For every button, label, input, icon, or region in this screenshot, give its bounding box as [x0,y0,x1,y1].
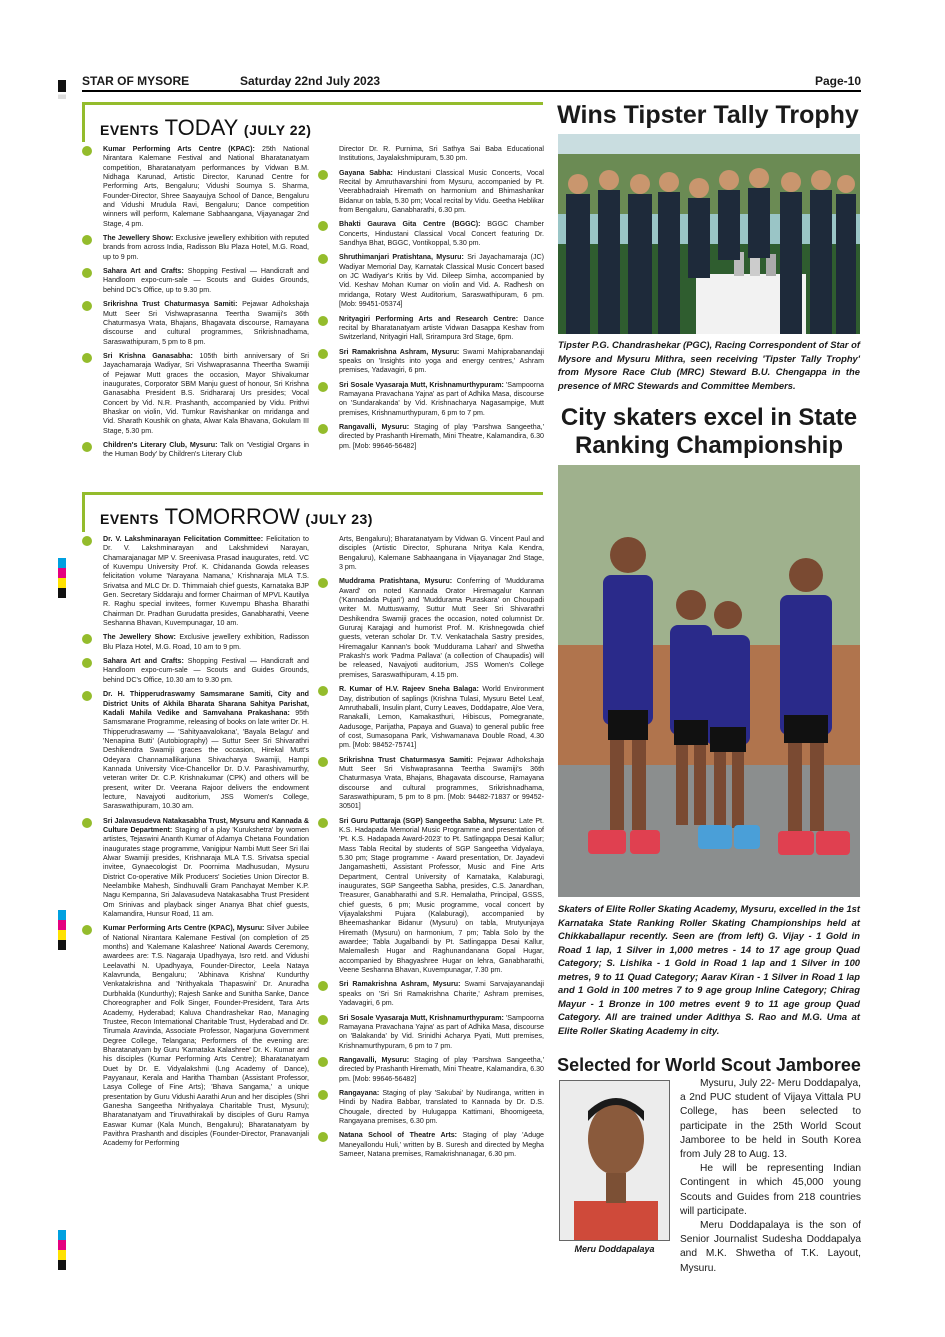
event-details: Staging of play 'Aduge Maneyallondu Huli,' written by B. Suresh and directed by Megha Sameer, Natana premises, Ramakrishnanagar, 6.30 pm. [339,1131,544,1158]
event-item [339,577,544,680]
event-item [339,980,544,1008]
event-details: Sri Jayachamaraja (JC) Wadiyar Memorial Day, Karnatak Classical Music Concert based on JC Wadiyar's Kritis by Vid. Dileep Simha, accompanied by Vid. Keshav Mohan Kumar on violin and Vid. A. Radhesh on mridanga, Rotary West Auditorium, Saraswathipuram, 6 pm. [Mob: 99451-05374] [339,253,544,309]
event-item [103,924,309,1148]
skaters-caption: Skaters of Elite Roller Skating Academy, Mysuru, excelled in the 1st Karnataka State Ranking Roller Skating Championships held at Chikkaballapur recently. Seen are (from left) G. Vijay - 1 Gold in Road 1 lap, 1 Silver in 1,000 metres - 14 to 17 age group Quad Category; S. Lishika - 1 Gold in Road 1 lap and 1 Silver in 100 metres, 9 to 11 Quad Category; Aarav Kiran - 1 Silver in Road 1 lap and 1 Gold in 100 metres 7 to 9 age group Inline Category; Chirag Mayur - 1 Bronze in 100 metres event 9 to 11 age group Quad Category. All are trained under Adithya S. Rao and M.G. Uma at Elite Roller Skating Academy in city. [558,903,860,1036]
event-organizer: The Jewellery Show: [103,234,174,243]
event-details: Hindustani Classical Music Concerts, Vocal Recital by Amruthavarshini from Mysuru, accompanied by Pt. Veerabhadraiah Hiremath on harmonium and Bhimashankar Bidanur on tabla, 5.30 pm; Vocal recital by Vidu. Geetha Heblikar from Bengaluru, Ganabharathi, 6.30 pm. [339,168,544,215]
event-item [103,690,309,811]
trophy-ceremony-illustration [558,134,860,334]
events-today-right-column [339,145,544,456]
skaters-headline: City skaters excel in State Ranking Championship [560,404,858,459]
event-details: 'Sampoorna Ramayana Pravachana Yajna' as part of Adhika Masa, discourse on 'Sundarakanda' by Vid. Krishnacharya Nagasampige, Mutt premises, Krishnamurthypuram, 6 pm to 7 pm. [339,380,544,417]
cmyk-bar-1 [58,558,66,598]
event-item [103,657,309,685]
issue-date: Saturday 22nd July 2023 [240,74,381,88]
event-organizer: Dr. H. Thipperudraswamy Samsmarane Samiti, City and District Units of Akhila Bharata Sharana Sahitya Parishat, Kadali Mahila Vedike and Samvahana Prakashana: [103,690,309,717]
event-item [339,685,544,750]
event-item [339,145,544,164]
event-item [103,535,309,628]
event-organizer: Sri Krishna Ganasabha: [103,351,193,360]
event-details: World Environment Day, distribution of saplings (Krishna Tulasi, Mysuru Betel Leaf, Amruthaballi, Insulin plant, Curry Leaves, Doddapatre, Aloe Vera, Ranakalli, Lemon, Kamakasthuri, Hibiscus, Pomegranate, Aadusoge, Parijatha, Papaya and Guava) to general public free of cost, Sumasopana Park, Vishwamanava Double Road, 4.30 pm. [Mob: 98452-75741] [339,685,544,750]
event-item [103,145,309,229]
event-item [339,381,544,418]
event-organizer: Rangavalli, Mysuru: [339,422,410,431]
event-organizer: Shruthimanjari Pratishtana, Mysuru: [339,253,464,262]
event-details: Dance recital by Bharatanatyam artiste Vidwan Dasappa Keshav from Switzerland, Nrityagiri Hall, Srirampura 3rd Stage, 6pm. [339,314,544,342]
event-details: 95th Samsmarane Programme, releasing of books on late writer Dr. H. Thipperudraswamy — 'Sahityaavalokana', 'Bayala Belagu' and 'Nenapina Butti' (Autobiography) — Suttur Seer Sri Shivarathri Deshikendra Swamiji graces the occasion, Hirekal Mutt's Odeyara Channamallikarjuna Shivacharya Swamiji, Hampi Kannada University Vice-Chancellor Dr. D.V. Parashivamurthy, veteran writer Dr. C.P. Krishnakumar (CPK) and others will be present, writer Dr. Veerana Rajoor delivers the endowment lecture, Navajyoti auditorium, JSS Women's College, Saraswathipuram, 10.30 am. [103,708,309,811]
event-organizer: Rangayana: [339,1088,380,1097]
event-item [339,348,544,376]
registration-marks [58,80,66,128]
event-organizer: Sahara Art and Crafts: [103,657,184,666]
event-details: Director Dr. R. Purnima, Sri Sathya Sai Baba Educational Institutions, Jayalakshmipuram, 5.30 pm. [339,145,544,163]
event-organizer: Sri Sosale Vyasaraja Mutt, Krishnamurthypuram: [339,380,504,389]
event-organizer: Sri Jalavasudeva Natakasabha Trust, Mysuru and Kannada & Culture Department: [103,816,309,834]
skaters-photo [558,465,860,897]
page-number: Page-10 [814,74,861,88]
event-details: Pejawar Adhokshaja Mutt Seer Sri Vishwaprasanna Teertha Swamiji's 36th Chaturmasya Vrata, Bhajans, Bhagavata discourse, Ramayana discourse and cultural programmes, Srikrishnadhama, Saraswathipuram, 5 pm to 8 pm. [Mob: 94482-71837 or 99452-30501] [339,755,544,811]
event-details: Felicitation to Dr. V. Lakshminarayan and Lakshmidevi Narayan, Chamarajanagar MP V. Sreenivasa Prasad inaugurates, retd. VC of Kuvempu University Prof. K. Chidananda Gowda releases felicitation volume 'Narayana Namana,' Krishnaraja MLA T.S. Srivatsa and MLC Dr. D. Thimmaiah chief guests, Karnataka BJP Gen. Secretary Siddaraju and former Chairman of MPVL Kautilya R. Raghu special invitees, former Kuvempu Bhasha Bharathi Chairman Dr. Pradhan Gurudatta presides, Ganabharathi, Veene Seshanna Bhavan, Kuvempunagar, 10 am. [103,535,309,628]
event-item [339,756,544,812]
event-details: 105th birth anniversary of Sri Jayachamaraja Wadiyar, Sri Vishwaprasanna Theertha Swamiji of Pejawar Mutt graces the occasion, Mayor Shivakumar inaugurates, Corporator SBM Manju guest of honour, Sri Krishna Ganasabha President B.S. Sridhararaj Urs presides; Vocal Concert by Vid. N.R. Prashanth, accompanied by Vidu. Prithvi Bhaskar on violin, Vid. Tumkur Ravishankar on mridanga and Vid. Sharath Koushik on ghata, Alwar Kala Bhavana, Gokulam III Stage, 5.30 pm. [103,351,309,435]
event-item [339,423,544,451]
event-details: Shopping Festival — Handicraft and Handloom expo-cum-sale — Scouts and Guides Grounds, behind DC's Office, 10.30 am to 9.30 pm. [103,657,309,684]
event-item [339,1056,544,1084]
events-today-left-column [103,145,309,465]
event-organizer: Sri Sosale Vyasaraja Mutt, Krishnamurthypuram: [339,1013,504,1022]
events-tomorrow-left-column [103,535,309,1154]
event-details: Staging of play 'Sakubai' by Nudiranga, written in Hindi by Nadira Babbar, translated to Kannada by Dr. D.S. Chougale, directed by Hulugappa Kattimani, Bhoomigeeta, Rangayana premises, 6.30 pm. [339,1088,544,1125]
scout-headline: Selected for World Scout Jamboree [557,1055,861,1075]
event-item [103,300,309,347]
newspaper-name: STAR OF MYSORE [82,74,190,88]
event-organizer: Gayana Sabha: [339,168,393,177]
event-organizer: Bhakti Gaurava Gita Centre (BGGC): [339,220,481,229]
tipster-caption: Tipster P.G. Chandrashekar (PGC), Racing Correspondent of Star of Mysore and Mysuru Mithra, seen receiving 'Tipster Tally Trophy' from Mysore Race Club (MRC) Steward B.U. Chengappa in the presence of MRC Stewards and Committee Members. [558,339,860,391]
events-tomorrow-right-column [339,535,544,1164]
event-item [103,817,309,920]
event-organizer: Kumar Performing Arts Centre (KPAC): [103,145,255,153]
event-details: 25th National Nirantara Kalemane Festival and National Bharatanatyam competition, Bharatanatyam performances by Vidwan B.M. Nidhaga Karunad, Artistic Director, Karunad Centre for Performing Arts, Bengaluru; Vidushi Soumya S. Sharma, Founder-Director, Shree Saayaujya School of Dance, Bengaluru and Vidushi Mrudula Ravi, Bengaluru; Dance competition winners will perform, Kalemane Sabhaangana, Vijayanagar 2nd Stage, 4 pm. [103,145,309,228]
event-details: Late Pt. K.S. Hadapada Memorial Music Programme and presentation of 'Pt. K.S. Hadapada Award-2023' to Pt. Satlingappa Desai Kallur; Mass Tabla Recital by students of SGP Sangeetha Vidyalaya, 5.30 pm; Stage programme - Award presentation, Dr. Jayadevi Jangamashetti, Assistant Professor, Music and Fine Arts Department, Central University of Karnataka, Kalaburagi, inaugurates, SGP Sangeetha Sabha, presides, C.S. Janardhan, Treasurer, Ganabharathi and S.R. Hemalatha, Principal, GSSS, chief guests, 6 pm; Music programme, vocal concert by Vijayalakshmi Pujara (Kalaburagi), accompanied by Bheemashankar Bidanur (Mysuru) on tabla, Mrutyunjaya Hiremath (Mysuru) on harmonium, 7 pm; Tabla Solo by the awardee; Tabla Jugalbandi by Pt. Satlingappa Desai Kallur, Malemallesh Hugar and Raghunandanana Gopal Hugar, accompanied by Bhagyashree Hugar on lehra, Ganabharathi, Veene Seshanna Bhavan, Kuvempunagar, 7.30 pm. [339,816,544,975]
event-organizer: Sri Ramakrishna Ashram, Mysuru: [339,980,461,989]
event-item [339,220,544,248]
scout-photo-caption: Meru Doddapalaya [574,1244,655,1254]
event-organizer: Children's Literary Club, Mysuru: [103,440,218,449]
event-details: Arts, Bengaluru); Bharatanatyam by Vidwan G. Vincent Paul and disciples (Artistic Director, Sphurana Nritya Kala Kendra, Bengaluru), Kalemane Sabhaangana in Vijayanagar 2nd Stage, 3 pm. [339,535,544,572]
event-organizer: Srikrishna Trust Chaturmasya Samiti: [339,755,473,764]
events-tomorrow-title [100,504,373,530]
event-organizer: R. Kumar of H.V. Rajeev Sneha Balaga: [339,685,479,694]
event-details: Staging of play 'Parshwa Sangeetha,' directed by Prashanth Hiremath, Mini Theatre, Kalamandira, 6.30 pm. [Mob: 99646-56482] [339,422,544,450]
today-date-label: (JULY 22) [243,122,312,138]
cmyk-bar-3 [58,1230,66,1270]
event-item [339,535,544,572]
event-details: Silver Jubilee of National Nirantara Kalemane Festival (on completion of 25 months) and 'Kalemane Kalashree' National Awards Ceremony, awardees are: T.S. Nagaraja Upadhyaya, Isro retd. and Vidushi Leelavathi N. Upadhyaya, Founder-Director, Leela Nataya Kalavrunda, Bengaluru; 'Abhinava Krishna' Kundurthy Venkatakrishna and 'Nrithyakala Thapaswini' Dr. Anuradha Durbhakla (Kundurthy); Rajesh Sanke and Sunitha Sanke, Dance Choreographer and Folk Singer, Founder-President, Tara Arts Academy, Hyderabad; Kaluva Chandrashekar Rao, Managing Trustee, Recon International Charitable Trust, Hyderabad and Dr. Tirumala Aravinda, Associate Professor, Nagarjuna Government Degree College, Telangana; Performers of the evening are: Bharatanatyam by Guru 'Kamataka Kalashree' Dr. K. Kumar and his disciples (Kumar Performing Arts Centre); Bharatanatyam Duet by Dr. E. Vidyalakshmi (Lng Academy of Dance), Payyanaur, Kerala and Haritha Thamban (Assistant Professor, Lasya College of Fine Arts); 'Bhava Sangama,' a unique presentation by Guru Vidushi Aarathi Arun and her disciples (Shri Ganesha Sangeetha Nrithyalaya Charitable Trust, Mysuru); Bharatanatyam and Tiruvathirakali by disciples of Guru Ramya Easwar Kumar (Kala Munch, Bengaluru); Bharatanatyam by Pavithra Prashanth and disciples (Founder-Director, Pranavanjali Academy for Performing [103,924,309,1148]
cmyk-bar-2 [58,910,66,950]
event-details: Talk on 'Vestigial Organs in the Human Body' by Children's Literary Club [103,440,309,459]
event-details: Staging of play 'Parshwa Sangeetha,' directed by Prashanth Hiremath, Mini Theatre, Kalamandira, 6.30 pm. [Mob: 99646-56482] [339,1055,544,1083]
skaters-illustration [558,465,860,897]
events-label: EVENTS [100,122,160,138]
portrait-illustration [560,1081,670,1241]
article-paragraph: He will be representing Indian Contingent in which 45,000 young Scouts and Guides from 218 countries will participate. [680,1163,861,1217]
event-details: Exclusive jewellery exhibition, Radisson Blu Plaza Hotel, M.G. Road, 10 am to 9 pm. [103,633,309,651]
event-item [103,441,309,460]
event-organizer: Dr. V. Lakshminarayan Felicitation Committee: [103,535,264,543]
event-item [339,169,544,216]
article-paragraph: Meru Doddapalaya is the son of Senior Journalist Sudesha Doddapalya and M.K. Shwetha of T.K. Layout, Mysuru. [680,1220,861,1274]
event-details: Pejawar Adhokshaja Mutt Seer Sri Vishwaprasanna Teertha Swamiji's 36th Chaturmasya Vrata, Bhajans, Bhagavata discourse, Ramayana discourse and cultural programmes, Srikrishnadhama, Saraswathipuram, 5 pm to 8 pm. [103,300,309,346]
today-label: TODAY [164,115,239,140]
event-item [103,352,309,436]
event-item [103,234,309,262]
event-organizer: The Jewellery Show: [103,633,176,642]
event-item [339,315,544,343]
event-organizer: Muddrama Pratishtana, Mysuru: [339,577,453,586]
event-details: Swami Sarvajayanandaji speaks on 'Sri Sri Ramakrishna Charite,' Ashram premises, Yadavagiri, 6 pm. [339,980,544,1008]
event-details: BGGC Chamber Concerts, Hindustani Classical Vocal Concert featuring Dr. Sandhya Bhat, BGGC, Vontikoppal, 5.30 pm. [339,220,544,248]
tipster-headline: Wins Tipster Tally Trophy [557,101,859,129]
event-organizer: Sahara Art and Crafts: [103,267,184,276]
event-item [339,1089,544,1126]
event-organizer: Natana School of Theatre Arts: [339,1131,458,1140]
event-item [339,817,544,976]
tipster-trophy-photo [558,134,860,334]
page-header [82,72,861,92]
event-details: Conferring of 'Muddurama Award' on noted Kannada Orator Hiremagalur Kannan ('Kannadada Pujari') and 'Muddurama Puraskara' on Choupadi writer M. Muttuswamy, Suttur Mutt Seer Sri Shivarathri Deshikendra Swamiji graces the occasion, noted columnist Dr. Gururaj Karajagi and humorist Prof. M. Krishnegowda chief guests, veteran scholar Dr. T.V. Venkatachala Sastry presides, Hiremagalur Kannan's book 'Muddurama Lahari' and Shwetha Prakash's work 'Padma Pallava' (a collection of Chaupadis) will be released, Navajyoti auditorium, JSS Women's College premises, Saraswathipuram, 4.15 pm. [339,577,544,679]
event-organizer: Kumar Performing Arts Centre (KPAC), Mysuru: [103,924,265,933]
event-item [103,267,309,295]
event-organizer: Srikrishna Trust Chaturmasya Samiti: [103,300,238,309]
event-organizer: Sri Ramakrishna Ashram, Mysuru: [339,347,460,356]
event-item [339,1014,544,1051]
events-label: EVENTS [100,511,160,527]
event-organizer: Nrityagiri Performing Arts and Research Centre: [339,314,519,323]
event-item [339,1131,544,1159]
event-details: Exclusive jewellery exhibition with reputed brands from across India, Radisson Blu Plaza Hotel, M.G. Road, up to 9 pm. [103,234,309,261]
event-item [339,253,544,309]
event-organizer: Rangavalli, Mysuru: [339,1055,410,1064]
tomorrow-label: TOMORROW [164,504,300,529]
event-details: Swami Mahiprabanandaji speaks on 'Insights into yoga and energy centres,' Ashram premises, Yadavagiri, 6 pm. [339,347,544,375]
article-paragraph: Mysuru, July 22- Meru Doddapalya, a 2nd PUC student of Vijaya Vittala PU College, has been selected to participate in the 25th World Scout Jamboree to be held in South Korea from July 28 to Aug. 13. [680,1078,861,1161]
scout-article-body [680,1077,861,1276]
scout-portrait-photo [559,1080,670,1241]
events-today-title [100,115,311,141]
event-details: Shopping Festival — Handicraft and Handloom expo-cum-sale — Scouts and Guides Grounds, behind DC's Office, up to 9.30 pm. [103,267,309,294]
event-details: Staging of a play 'Kurukshetra' by women artistes, Tejaswini Ananth Kumar of Adamya Chetana Foundation inaugurates stage programme, Vanigipur Nambi Mutt Seer Sri Ilai Alwar Swamiji presides, Krishnaraja MLA T.S. Srivatsa special invitee, Gynaecologist Dr. Poornima Madhusudan, Mysuru District Co-operative Milk Producers' Societies Union Director B. Neelambike Mahesh, Sindhuvalli Gram Panchayat Member K.P. Nagu Kempanna, Sri Jalavasudeva Natakasabha Trust President Om Srinivas and playback singer Ananya Bhat chief guests, Kalamandira, Hunsur Road, 11 am. [103,825,309,919]
event-item [103,633,309,652]
event-organizer: Sri Guru Puttaraja (SGP) Sangeetha Sabha, Mysuru: [339,816,517,825]
tomorrow-date-label: (JULY 23) [305,511,373,527]
event-details: 'Sampoorna Ramayana Pravachana Yajna' as part of Adhika Masa, discourse on 'Balakanda' by Vid. Srinidhi Acharya Pyati, Mutt premises, Krishnamurthypuram, 6 pm to 7 pm. [339,1013,544,1050]
